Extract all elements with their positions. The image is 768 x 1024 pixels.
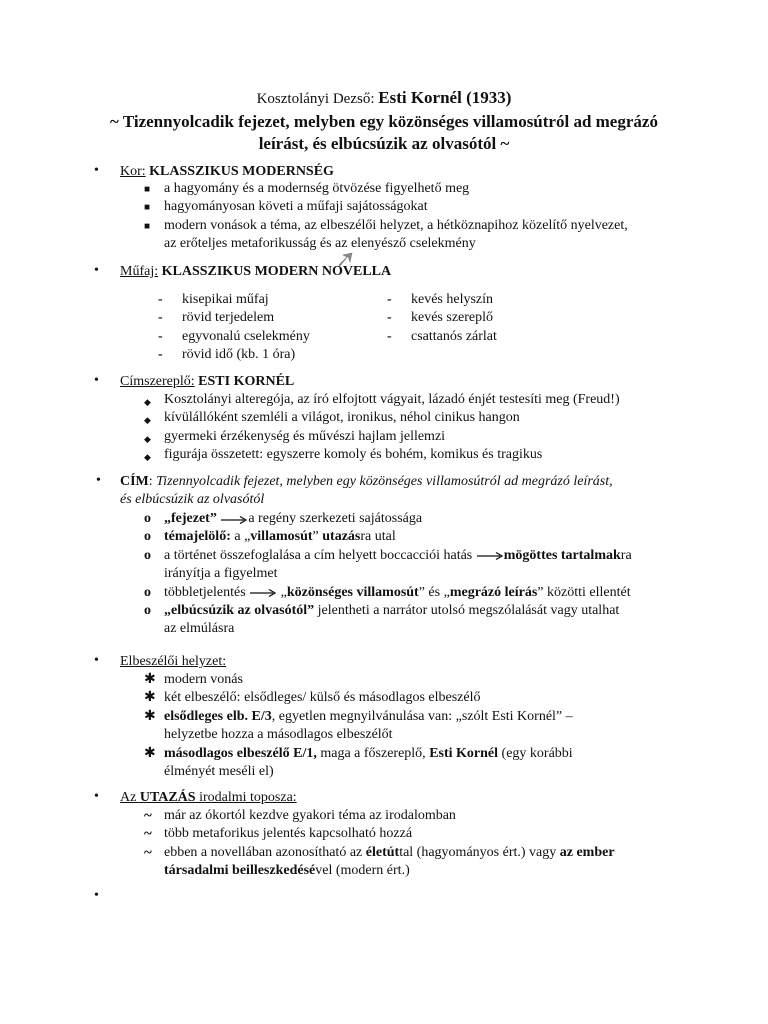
item-text: , egyetlen megnyilvánulása van: „szólt Esti Kornél” – [271,708,573,724]
colon: : [148,474,157,489]
circle-bullet: o [144,511,151,526]
bold-text: elsődleges elb. E/3 [164,708,272,724]
section-heading [120,163,334,181]
bold-text: másodlagos elbeszélő E/1, [164,745,317,761]
item-text: rövid idő (kb. 1 óra) [182,347,296,363]
work-title: Esti Kornél (1933) [378,88,512,107]
dash-bullet: - [387,310,392,326]
bold-text: témajelölő: [164,529,231,545]
heading-value: KLASSZIKUS MODERN NOVELLA [161,264,392,279]
list-item [144,428,674,446]
bullet: • [94,373,99,388]
list-item [144,807,704,825]
bullet: • [94,888,99,903]
bold-text: Esti Kornél [429,745,499,761]
item-text: rövid terjedelem [182,310,275,326]
circle-bullet: o [144,529,151,545]
tilde-bullet: ~ [144,808,152,824]
dash-bullet: - [387,292,392,307]
list-item [144,671,704,689]
item-text: vel (modern ért.) [315,863,410,879]
heading-label: Elbeszélői helyzet: [120,654,227,669]
arrow-right-icon [220,514,248,524]
item-text: a regény szerkezeti sajátossága [248,511,423,526]
list-item [144,391,674,409]
list-item [144,844,704,881]
cimszereplo-list [144,391,674,465]
item-text: ” [312,529,323,545]
item-text: ra utal [360,529,396,545]
list-item [144,745,704,782]
bold-text: közönséges villamosút [286,584,419,600]
section-heading [120,373,294,391]
item-text: tal (hagyományos ért.) vagy [399,844,560,860]
bold-text: „elbúcsúzik az olvasótól” [164,603,315,619]
dash-bullet: - [158,328,163,344]
item-text: élményét meséli el) [164,764,274,780]
right-column [387,291,497,346]
heading-label [120,790,297,805]
list-item [158,309,310,327]
document-title [0,88,768,108]
left-column [158,291,310,365]
list-item [144,198,674,216]
heading-value: ESTI KORNÉL [198,374,295,389]
bold-text: villamosút [250,529,313,545]
bullet: • [94,653,99,668]
dash-bullet: - [158,347,163,363]
diamond-bullet-icon: ◆ [144,397,151,407]
list-item [158,328,310,346]
item-text: modern vonás [164,672,243,687]
list-item [144,528,704,546]
item-text: a történet összefoglalása a cím helyett boccacciói hatás [164,547,473,563]
label-part: Az [120,790,140,805]
kor-list [144,180,674,254]
circle-bullet: o [144,584,151,600]
item-text: a „ [230,529,251,545]
circle-bullet: o [144,547,151,563]
square-bullet-icon: ■ [144,184,151,195]
arrow-right-icon [476,551,504,561]
item-text: az elmúlásra [164,621,235,637]
title-italic-2: és elbúcsúzik az olvasótól [120,492,265,508]
square-bullet-icon: ■ [144,202,151,214]
item-text: ebben a novellában azonosítható az [164,844,366,860]
bold-text: „fejezet” [164,511,217,526]
bold-text: utazás [322,529,361,545]
list-item [144,409,674,427]
item-text: ” és „ [418,584,450,600]
cim-list [144,510,704,639]
list-item [144,446,674,464]
bold-text: megrázó leírás [449,584,538,600]
diamond-bullet-icon: ◆ [144,452,151,463]
item-text: kisepikai műfaj [182,292,269,307]
bold-text: társadalmi beilleszkedésé [164,863,316,879]
item-text: több metaforikus jelentés kapcsolható hozzá [164,826,413,842]
item-text: már az ókortól kezdve gyakori téma az irodalomban [164,808,456,823]
bullet: • [94,263,99,278]
label-part: irodalmi toposza: [195,790,297,805]
item-text: egyvonalú cselekmény [182,328,310,344]
bold-text: életút [365,844,400,860]
list-item [144,584,704,602]
bullet: • [94,789,99,804]
list-item [387,291,497,309]
heading-value: KLASSZIKUS MODERNSÉG [149,164,334,179]
bold-text: mögöttes tartalmak [503,547,621,563]
item-text: helyzetbe hozza a másodlagos elbeszélőt [164,727,393,743]
list-item [144,825,704,843]
label-bold: UTAZÁS [139,790,196,805]
list-item [387,309,497,327]
arrow-right-icon [249,587,277,597]
item-text: gyermeki érzékenység és művészi hajlam jellemzi [164,428,446,444]
dash-bullet: - [158,292,163,307]
item-text: hagyományosan követi a műfaji sajátosságokat [164,199,428,215]
list-item [158,346,310,364]
dash-bullet: - [387,328,392,344]
author-name: Kosztolányi Dezső: [256,91,379,107]
section-heading [120,653,226,671]
item-text: irányítja a figyelmet [164,566,278,582]
heading-label: CÍM [120,474,149,489]
list-item [144,510,704,528]
item-text: két elbeszélő: elsődleges/ külső és másodlagos elbeszélő [164,690,481,706]
item-text: „ [277,584,287,600]
item-text: figurája összetett: egyszerre komoly és bohém, komikus és tragikus [164,447,543,463]
bullet: • [94,163,99,178]
star-bullet-icon: ✱ [144,690,156,706]
list-item [144,689,704,707]
cim-heading [120,473,680,510]
list-item [144,602,704,639]
tilde-bullet: ~ [144,844,152,861]
list-item [144,180,674,198]
list-item [387,328,497,346]
elbeszeloi-list [144,671,704,781]
item-text: kívülállóként szemléli a világot, ironikus, néhol cinikus hangon [164,410,520,426]
circle-bullet: o [144,603,151,619]
item-text: ” közötti ellentét [537,584,631,600]
item-text: ra [620,547,632,563]
heading-label: Kor: [120,164,146,179]
square-bullet-icon: ■ [144,220,151,232]
bullet: • [96,473,101,488]
bold-text: az ember [559,844,615,860]
heading-label: Címszereplő: [120,374,195,389]
list-item [144,547,704,584]
item-text: (egy korábbi [498,745,573,761]
list-item [158,291,310,309]
star-bullet-icon: ✱ [144,708,156,724]
item-text: Kosztolányi alteregója, az író elfojtott vágyait, lázadó énjét testesíti meg (Freud!) [164,392,620,407]
tilde-bullet: ~ [144,826,152,843]
utazas-list [144,807,704,881]
item-text: maga a főszereplő, [316,745,430,761]
star-bullet-icon: ✱ [144,672,156,687]
item-text: többletjelentés [164,584,246,600]
dash-bullet: - [158,310,163,326]
diamond-bullet-icon: ◆ [144,415,151,426]
section-heading [120,263,391,281]
item-text: modern vonások a téma, az elbeszélői helyzet, a hétköznapihoz közelítő nyelvezet, az erőteljes metaforikusság és az elenyésző cselekmény [164,217,628,252]
title-italic-1: Tizennyolcadik fejezet, melyben egy közönséges villamosútról ad megrázó leírást, [156,474,613,489]
item-text: kevés helyszín [411,292,494,307]
diamond-bullet-icon: ◆ [144,433,151,444]
item-text: jelentheti a narrátor utolsó megszólalását vagy utalhat [314,603,620,619]
list-item [144,708,704,745]
star-bullet-icon: ✱ [144,745,156,761]
item-text: csattanós zárlat [411,328,497,344]
item-text: a hagyomány és a modernség ötvözése figyelhető meg [164,181,470,196]
heading-label: Műfaj: [120,264,159,279]
list-item [144,217,634,254]
section-heading [120,789,297,807]
chapter-subtitle: ~ Tizennyolcadik fejezet, melyben egy közönséges villamosútról ad megrázó leírást, és elbúcsúzik az olvasótól ~ [110,112,658,153]
item-text: kevés szereplő [411,310,494,326]
